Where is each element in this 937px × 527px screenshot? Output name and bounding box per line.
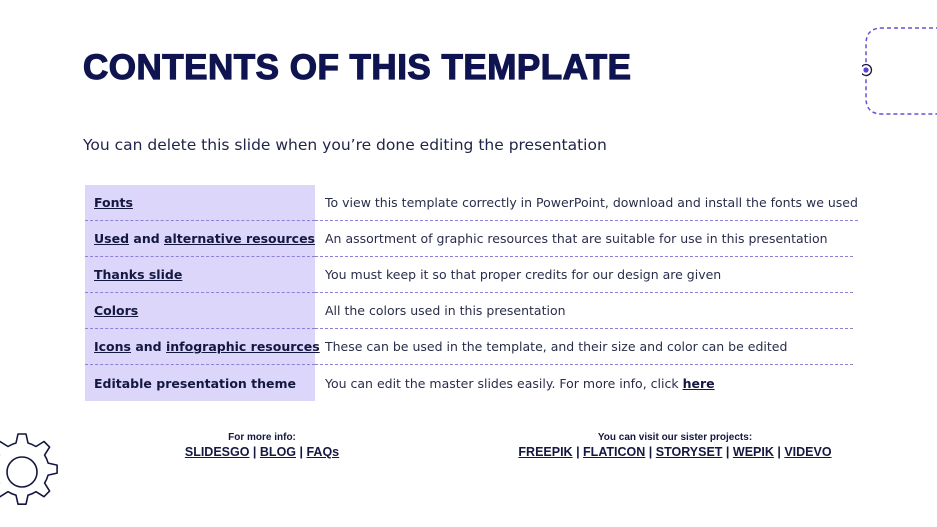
topic-link[interactable]: Icons (94, 339, 131, 354)
description-text: All the colors used in this presentation (325, 303, 566, 318)
contents-row-topic (85, 365, 315, 401)
footer-separator: | (645, 445, 656, 459)
contents-row-topic (85, 329, 320, 365)
footer-separator: | (296, 445, 307, 459)
topic-link[interactable]: alternative resources (164, 231, 316, 246)
footer-separator: | (572, 445, 584, 459)
description-text: These can be used in the template, and their size and color can be edited (325, 339, 788, 354)
topic-link[interactable]: Fonts (94, 195, 133, 210)
footer-link-wepik[interactable]: WEPIK (732, 445, 774, 459)
contents-row-description (315, 185, 858, 221)
contents-row-description (315, 257, 853, 293)
footer-sister-projects-label: You can visit our sister projects: (597, 432, 753, 443)
description-text: To view this template correctly in PowerPoint, download and install the fonts we used (325, 195, 858, 210)
footer-link-faqs[interactable]: FAQs (306, 445, 340, 459)
contents-row-topic (85, 293, 315, 329)
topic-link[interactable]: infographic resources (166, 339, 320, 354)
contents-row (85, 365, 853, 401)
topic-text: and (131, 339, 166, 354)
slide-subtitle: You can delete this slide when you’re done editing the presentation (83, 136, 607, 154)
topic-text: Editable presentation theme (94, 375, 297, 391)
footer-link-freepik[interactable]: FREEPIK (518, 445, 573, 459)
contents-row-description (315, 293, 853, 329)
contents-row-description (315, 329, 853, 365)
contents-row (85, 221, 853, 257)
dashed-frame-decoration (862, 26, 937, 116)
footer-more-info-label: For more info: (228, 432, 296, 443)
contents-row-description (315, 221, 853, 257)
contents-row-topic (85, 221, 315, 257)
topic-text: and (129, 231, 165, 246)
description-text: An assortment of graphic resources that are suitable for use in this presentation (325, 231, 828, 246)
contents-row (85, 329, 853, 365)
contents-row-topic (85, 185, 315, 221)
footer-more-info-links (162, 444, 362, 460)
footer-more-info (162, 431, 362, 460)
contents-row-topic (85, 257, 315, 293)
contents-row (85, 293, 853, 329)
contents-table (85, 185, 858, 401)
footer-sister-projects (500, 431, 850, 460)
footer-link-slidesgo[interactable]: SLIDESGO (184, 445, 250, 459)
gear-icon (0, 432, 62, 512)
description-text: You must keep it so that proper credits for our design are given (325, 267, 722, 282)
topic-link[interactable]: Used (94, 231, 130, 246)
contents-row-description (315, 365, 853, 401)
footer-separator: | (773, 445, 785, 459)
contents-row (85, 257, 853, 293)
footer-separator: | (722, 445, 733, 459)
footer-link-videvo[interactable]: VIDEVO (784, 445, 832, 459)
footer-sister-projects-links (500, 444, 850, 460)
footer-link-blog[interactable]: BLOG (259, 445, 297, 459)
topic-link[interactable]: Colors (94, 303, 139, 318)
description-text: You can edit the master slides easily. For more info, click (325, 375, 683, 391)
footer-link-storyset[interactable]: STORYSET (655, 445, 723, 459)
footer-link-flaticon[interactable]: FLATICON (583, 445, 646, 459)
footer-separator: | (249, 445, 260, 459)
slide-title: CONTENTS OF THIS TEMPLATE (83, 48, 632, 87)
description-link[interactable]: here (682, 375, 715, 391)
topic-link[interactable]: Thanks slide (94, 267, 183, 282)
contents-row (85, 185, 858, 221)
